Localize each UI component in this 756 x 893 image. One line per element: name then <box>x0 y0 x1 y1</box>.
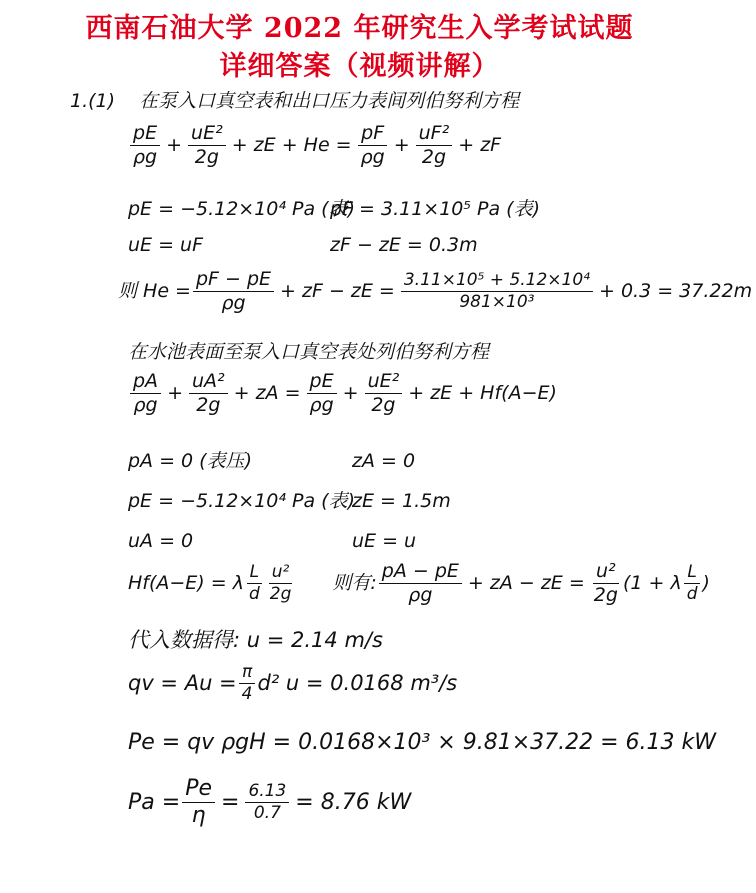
shaft-power-equation: Pa = $\frac{Pe}{\eta}$ = $\frac{6.13}{0.7}$ = 8.76 kW <box>128 776 412 828</box>
fraction: $\frac{pF - pE}{\rho g}$ <box>193 270 274 313</box>
given-u-equal: uE = uF <box>128 234 204 256</box>
bernoulli-equation-2: $\frac{pA}{\rho g}$ + $\frac{\text{uA²}}{2g}$ + zA = $\frac{pE}{\rho g}$ + $\frac{\text{uE²}}{2g}$ + zE + Hf(A−E) <box>128 372 561 415</box>
bernoulli-equation-1: $\frac{pE}{\rho g}$ + $\frac{\text{uE²}}{2g}$ + zE + He = $\frac{pF}{\rho g}$ + $\frac{\text{uF²}}{2g}$ + zF <box>128 124 505 167</box>
intro-text: 在泵入口真空表和出口压力表间列伯努利方程 <box>139 90 520 112</box>
question-label: 1.(1) <box>70 90 116 112</box>
given-pe: pE = −5.12×10⁴ Pa (表) <box>128 198 356 220</box>
given-dz: zF − zE = 0.3m <box>330 234 478 256</box>
given-pe-2: pE = −5.12×10⁴ Pa (表) <box>128 490 356 512</box>
given-pa: pA = 0 (表压) <box>128 450 253 472</box>
fraction: $\frac{\text{u²}}{2g}$ <box>593 560 618 606</box>
fraction: $\frac{L}{d}$ <box>246 564 263 603</box>
result-velocity: 代入数据得: u = 2.14 m/s <box>128 628 383 652</box>
given-pf: pF = 3.11×10⁵ Pa (表) <box>330 198 541 220</box>
fraction: $\frac{\text{uF²}}{2g}$ <box>416 124 453 167</box>
given-ze: zE = 1.5m <box>352 490 451 512</box>
fraction: $\frac{pF}{\rho g}$ <box>358 124 388 167</box>
fraction: $\frac{6.13}{0.7}$ <box>245 783 289 822</box>
page-title: 西南石油大学 2022 年研究生入学考试试题 <box>85 13 634 44</box>
effective-power-line: Pe = qv ρgH = 0.0168×10³ × 9.81×37.22 = 6.13 kW <box>128 730 717 755</box>
solution-intro <box>70 92 519 111</box>
flow-rate-equation: qv = Au = $\frac{\pi}{4}$ d² u = 0.0168 m³/s <box>128 662 458 704</box>
fraction: $\frac{Pe}{\eta}$ <box>182 778 215 827</box>
given-ue: uE = u <box>352 530 417 552</box>
fraction: $\frac{L}{d}$ <box>684 564 701 603</box>
fraction: $\frac{pA}{\rho g}$ <box>130 372 161 415</box>
given-ua: uA = 0 <box>128 530 194 552</box>
fraction: $\frac{\text{uE²}}{2g}$ <box>188 124 226 167</box>
fraction: $\frac{pE}{\rho g}$ <box>130 124 160 167</box>
fraction: $\frac{\pi}{4}$ <box>239 664 256 703</box>
fraction: $\frac{pA - pE}{\rho g}$ <box>379 562 462 605</box>
given-za: zA = 0 <box>352 450 416 472</box>
fraction: $\frac{pE}{\rho g}$ <box>307 372 337 415</box>
fraction: $\frac{\text{u²}}{2g}$ <box>269 562 292 604</box>
fraction: $\frac{\text{uA²}}{2g}$ <box>189 372 228 415</box>
page-subtitle: 详细答案（视频讲解） <box>219 51 500 82</box>
intro-text-2: 在水池表面至泵入口真空表处列伯努利方程 <box>128 341 490 363</box>
he-equation: 则 He = $\frac{pF - pE}{\rho g}$ + zF − zE = $\frac{\text{3.11×10⁵ + 5.12×10⁴}}{\text{981×10³}}$ + 0.3 = 37.22m <box>118 268 753 314</box>
fraction: $\frac{\text{3.11×10⁵ + 5.12×10⁴}}{\text{981×10³}}$ <box>401 272 593 311</box>
fraction: $\frac{\text{uE²}}{2g}$ <box>365 372 403 415</box>
hf-equation: Hf(A−E) = λ $\frac{L}{d}$ $\frac{\text{u²}}{2g}$ 则有: $\frac{pA - pE}{\rho g}$ + zA − zE = $\frac{\text{u²}}{2g}$ (1 + λ $\frac{L}{d}$ ) <box>128 560 710 606</box>
